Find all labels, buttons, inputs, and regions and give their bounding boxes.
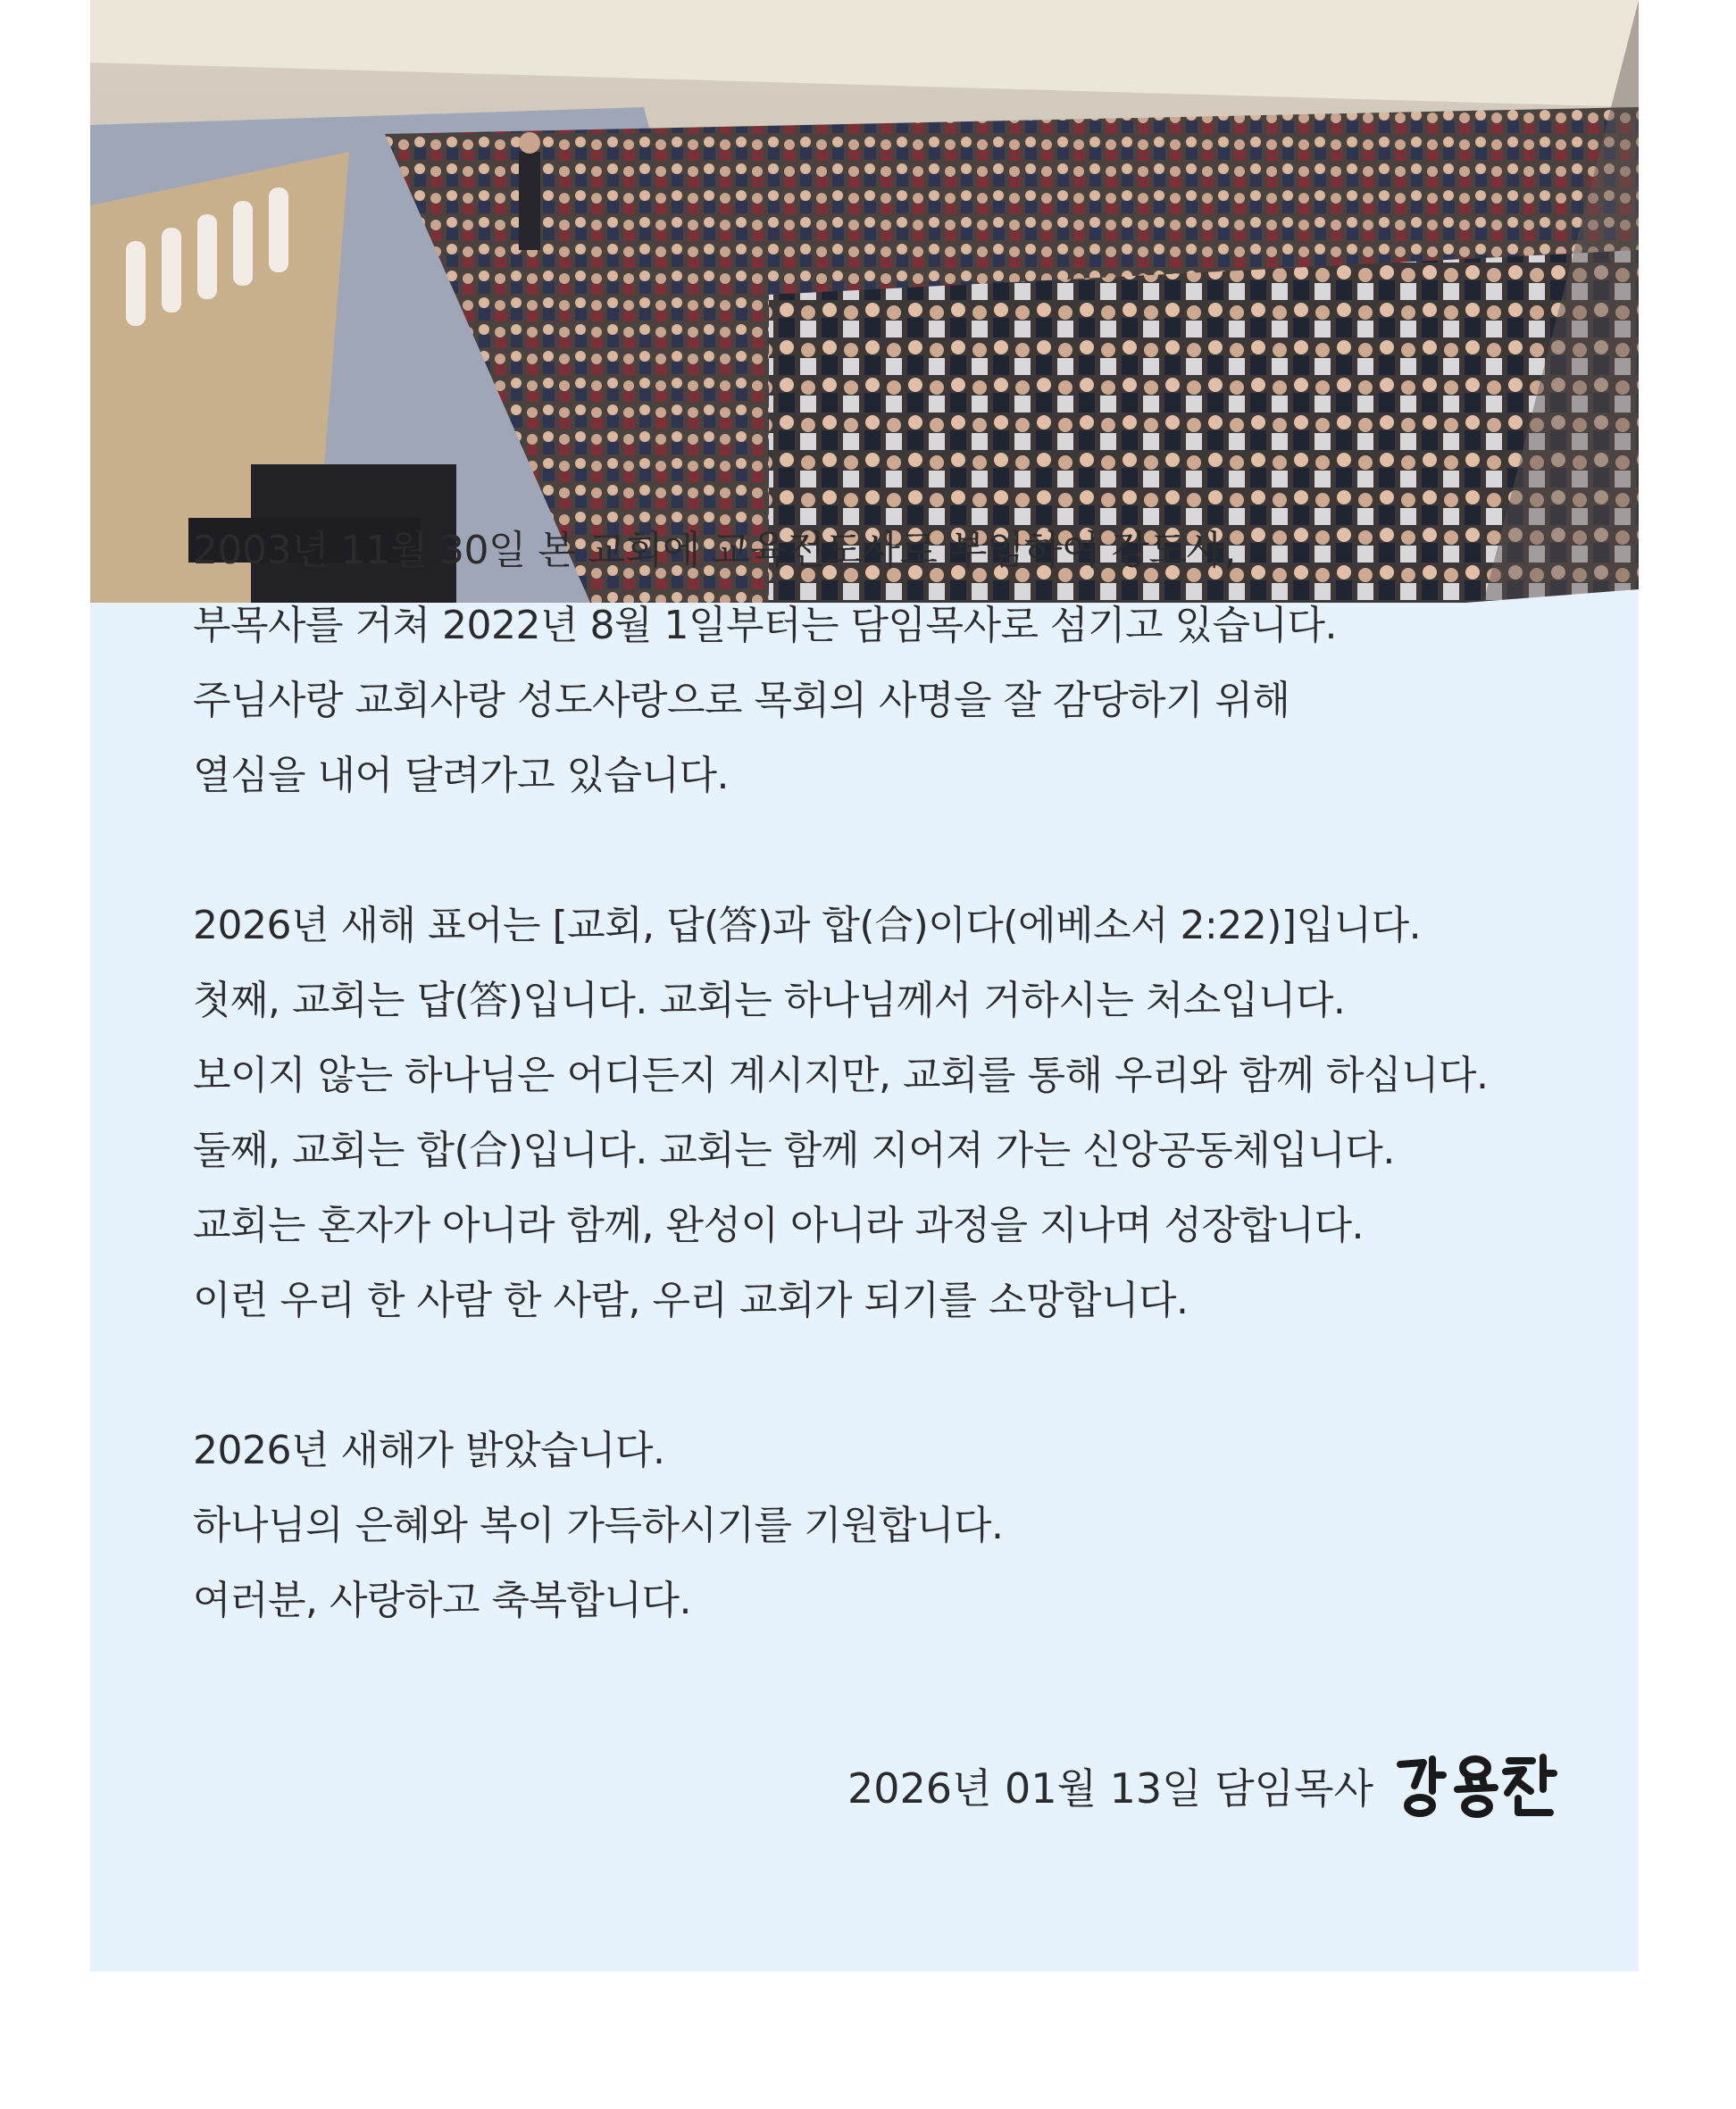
letter-line: 보이지 않는 하나님은 어디든지 계시지만, 교회를 통해 우리와 함께 하십니다. <box>193 1053 1489 1098</box>
signoff-date-title: 2026년 01월 13일 담임목사 <box>847 1764 1373 1813</box>
congregation-photo <box>90 0 1639 603</box>
letter-line: 열심을 내어 달려가고 있습니다. <box>193 753 729 798</box>
letter-line: 2003년 11월 30일 본 교회에 교육전도사로 부임하여 강도사, <box>193 528 1236 573</box>
letter-paragraph-intro <box>193 513 1622 813</box>
letter-line: 2026년 새해 표어는 [교회, 답(答)과 합(合)이다(에베소서 2:22)]입니다. <box>193 903 1422 948</box>
letter-signoff <box>847 1750 1563 1821</box>
letter-line: 하나님의 은혜와 복이 가득하시기를 기원합니다. <box>193 1503 1004 1548</box>
handwritten-signature <box>1393 1750 1563 1821</box>
letter-paragraph-blessing <box>193 1413 1622 1638</box>
letter-line: 둘째, 교회는 합(合)입니다. 교회는 함께 지어져 가는 신앙공동체입니다. <box>193 1128 1395 1173</box>
letter-line: 첫째, 교회는 답(答)입니다. 교회는 하나님께서 거하시는 처소입니다. <box>193 978 1346 1023</box>
letter-body <box>193 513 1622 1713</box>
letter-line: 이런 우리 한 사람 한 사람, 우리 교회가 되기를 소망합니다. <box>193 1278 1189 1323</box>
letter-paragraph-motto <box>193 888 1622 1338</box>
letter-line: 부목사를 거쳐 2022년 8월 1일부터는 담임목사로 섬기고 있습니다. <box>193 603 1337 648</box>
letter-line: 주님사랑 교회사랑 성도사랑으로 목회의 사명을 잘 감당하기 위해 <box>193 678 1290 723</box>
letter-line: 여러분, 사랑하고 축복합니다. <box>193 1578 691 1623</box>
letter-line: 2026년 새해가 밝았습니다. <box>193 1428 665 1473</box>
speaker-figure <box>519 152 540 250</box>
letter-card <box>90 0 1639 1971</box>
letter-line: 교회는 혼자가 아니라 함께, 완성이 아니라 과정을 지나며 성장합니다. <box>193 1203 1364 1248</box>
